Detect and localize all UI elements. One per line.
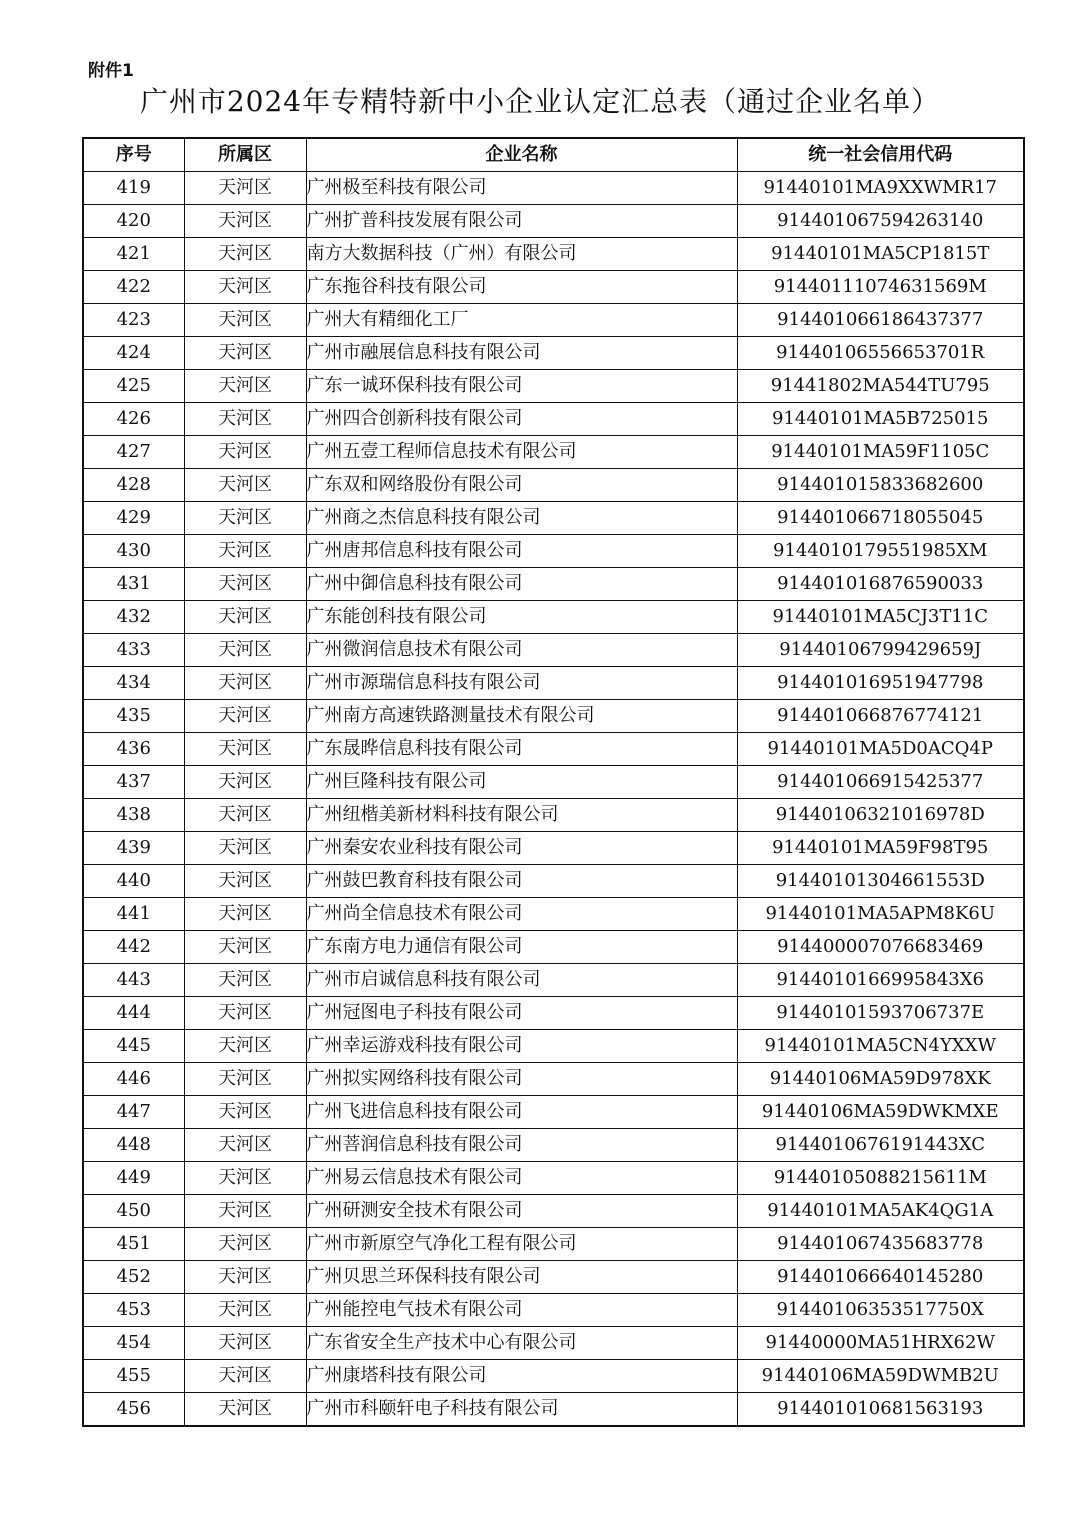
table-row [83, 1195, 1024, 1228]
credit-code-cell: 91440101MA9XXWMR17 [737, 172, 1024, 205]
table-row [83, 601, 1024, 634]
enterprise-table [82, 137, 1025, 1427]
table-header-row [83, 138, 1024, 172]
district-cell: 天河区 [184, 733, 306, 766]
credit-code-cell: 9144010179551985XM [737, 535, 1024, 568]
table-row [83, 997, 1024, 1030]
serial-cell: 432 [83, 601, 184, 634]
credit-code-cell: 91440105088215611M [737, 1162, 1024, 1195]
company-name-cell: 广州康塔科技有限公司 [306, 1360, 737, 1393]
company-name-cell: 广州秦安农业科技有限公司 [306, 832, 737, 865]
district-cell: 天河区 [184, 370, 306, 403]
table-row [83, 535, 1024, 568]
credit-code-cell: 91440106MA59DWKMXE [737, 1096, 1024, 1129]
serial-cell: 433 [83, 634, 184, 667]
company-name-cell: 广州中御信息科技有限公司 [306, 568, 737, 601]
credit-code-cell: 91440111074631569M [737, 271, 1024, 304]
company-name-cell: 广州市科颐轩电子科技有限公司 [306, 1393, 737, 1427]
table-row [83, 832, 1024, 865]
serial-cell: 438 [83, 799, 184, 832]
credit-code-cell: 914401066876774121 [737, 700, 1024, 733]
credit-code-cell: 91440101304661553D [737, 865, 1024, 898]
serial-cell: 430 [83, 535, 184, 568]
serial-cell: 446 [83, 1063, 184, 1096]
district-cell: 天河区 [184, 1063, 306, 1096]
column-header-serial: 序号 [83, 138, 184, 172]
company-name-cell: 南方大数据科技（广州）有限公司 [306, 238, 737, 271]
company-name-cell: 广州市新原空气净化工程有限公司 [306, 1228, 737, 1261]
company-name-cell: 广州菩润信息科技有限公司 [306, 1129, 737, 1162]
table-row [83, 733, 1024, 766]
company-name-cell: 广州巨隆科技有限公司 [306, 766, 737, 799]
credit-code-cell: 914401067594263140 [737, 205, 1024, 238]
table-row [83, 1393, 1024, 1427]
table-row [83, 271, 1024, 304]
credit-code-cell: 91441802MA544TU795 [737, 370, 1024, 403]
serial-cell: 449 [83, 1162, 184, 1195]
table-row [83, 1030, 1024, 1063]
district-cell: 天河区 [184, 436, 306, 469]
table-row [83, 1228, 1024, 1261]
company-name-cell: 广州冠图电子科技有限公司 [306, 997, 737, 1030]
company-name-cell: 广州市源瑞信息科技有限公司 [306, 667, 737, 700]
district-cell: 天河区 [184, 997, 306, 1030]
district-cell: 天河区 [184, 700, 306, 733]
table-row [83, 1327, 1024, 1360]
district-cell: 天河区 [184, 1129, 306, 1162]
serial-cell: 427 [83, 436, 184, 469]
district-cell: 天河区 [184, 634, 306, 667]
district-cell: 天河区 [184, 1360, 306, 1393]
table-row [83, 403, 1024, 436]
serial-cell: 448 [83, 1129, 184, 1162]
serial-cell: 421 [83, 238, 184, 271]
serial-cell: 452 [83, 1261, 184, 1294]
serial-cell: 429 [83, 502, 184, 535]
credit-code-cell: 91440101MA5CN4YXXW [737, 1030, 1024, 1063]
table-row [83, 931, 1024, 964]
table-row [83, 667, 1024, 700]
company-name-cell: 广州能控电气技术有限公司 [306, 1294, 737, 1327]
district-cell: 天河区 [184, 964, 306, 997]
district-cell: 天河区 [184, 205, 306, 238]
credit-code-cell: 91440106353517750X [737, 1294, 1024, 1327]
credit-code-cell: 91440101MA5D0ACQ4P [737, 733, 1024, 766]
table-row [83, 766, 1024, 799]
serial-cell: 425 [83, 370, 184, 403]
district-cell: 天河区 [184, 667, 306, 700]
table-row [83, 1063, 1024, 1096]
serial-cell: 447 [83, 1096, 184, 1129]
company-name-cell: 广东拖谷科技有限公司 [306, 271, 737, 304]
serial-cell: 455 [83, 1360, 184, 1393]
column-header-company-name: 企业名称 [306, 138, 737, 172]
company-name-cell: 广州大有精细化工厂 [306, 304, 737, 337]
serial-cell: 428 [83, 469, 184, 502]
serial-cell: 439 [83, 832, 184, 865]
company-name-cell: 广州纽楷美新材料科技有限公司 [306, 799, 737, 832]
serial-cell: 431 [83, 568, 184, 601]
table-row [83, 634, 1024, 667]
company-name-cell: 广东能创科技有限公司 [306, 601, 737, 634]
column-header-district: 所属区 [184, 138, 306, 172]
district-cell: 天河区 [184, 865, 306, 898]
serial-cell: 456 [83, 1393, 184, 1427]
credit-code-cell: 91440101MA5APM8K6U [737, 898, 1024, 931]
table-body [83, 172, 1024, 1427]
credit-code-cell: 9144010166995843X6 [737, 964, 1024, 997]
table-row [83, 898, 1024, 931]
district-cell: 天河区 [184, 469, 306, 502]
credit-code-cell: 914401066186437377 [737, 304, 1024, 337]
credit-code-cell: 91440101MA59F98T95 [737, 832, 1024, 865]
table-row [83, 205, 1024, 238]
table-row [83, 1162, 1024, 1195]
district-cell: 天河区 [184, 1195, 306, 1228]
district-cell: 天河区 [184, 502, 306, 535]
company-name-cell: 广州微润信息技术有限公司 [306, 634, 737, 667]
district-cell: 天河区 [184, 799, 306, 832]
company-name-cell: 广州唐邦信息科技有限公司 [306, 535, 737, 568]
company-name-cell: 广州商之杰信息科技有限公司 [306, 502, 737, 535]
district-cell: 天河区 [184, 832, 306, 865]
credit-code-cell: 91440106799429659J [737, 634, 1024, 667]
credit-code-cell: 91440106MA59DWMB2U [737, 1360, 1024, 1393]
district-cell: 天河区 [184, 568, 306, 601]
company-name-cell: 广州尚全信息技术有限公司 [306, 898, 737, 931]
serial-cell: 420 [83, 205, 184, 238]
table-row [83, 238, 1024, 271]
table-row [83, 469, 1024, 502]
company-name-cell: 广州五壹工程师信息技术有限公司 [306, 436, 737, 469]
company-name-cell: 广东省安全生产技术中心有限公司 [306, 1327, 737, 1360]
company-name-cell: 广州研测安全技术有限公司 [306, 1195, 737, 1228]
district-cell: 天河区 [184, 1327, 306, 1360]
district-cell: 天河区 [184, 337, 306, 370]
serial-cell: 434 [83, 667, 184, 700]
company-name-cell: 广州极至科技有限公司 [306, 172, 737, 205]
credit-code-cell: 914401016951947798 [737, 667, 1024, 700]
table-row [83, 436, 1024, 469]
serial-cell: 419 [83, 172, 184, 205]
serial-cell: 424 [83, 337, 184, 370]
serial-cell: 435 [83, 700, 184, 733]
company-name-cell: 广州市启诚信息科技有限公司 [306, 964, 737, 997]
company-name-cell: 广东一诚环保科技有限公司 [306, 370, 737, 403]
company-name-cell: 广东双和网络股份有限公司 [306, 469, 737, 502]
table-row [83, 1261, 1024, 1294]
serial-cell: 440 [83, 865, 184, 898]
district-cell: 天河区 [184, 238, 306, 271]
credit-code-cell: 91440101MA5AK4QG1A [737, 1195, 1024, 1228]
credit-code-cell: 91440106MA59D978XK [737, 1063, 1024, 1096]
district-cell: 天河区 [184, 271, 306, 304]
serial-cell: 437 [83, 766, 184, 799]
district-cell: 天河区 [184, 403, 306, 436]
credit-code-cell: 91440000MA51HRX62W [737, 1327, 1024, 1360]
district-cell: 天河区 [184, 601, 306, 634]
credit-code-cell: 914401066718055045 [737, 502, 1024, 535]
company-name-cell: 广东晟晔信息科技有限公司 [306, 733, 737, 766]
serial-cell: 453 [83, 1294, 184, 1327]
credit-code-cell: 91440106556653701R [737, 337, 1024, 370]
credit-code-cell: 91440101593706737E [737, 997, 1024, 1030]
table-row [83, 799, 1024, 832]
district-cell: 天河区 [184, 1294, 306, 1327]
serial-cell: 422 [83, 271, 184, 304]
table-row [83, 1360, 1024, 1393]
district-cell: 天河区 [184, 172, 306, 205]
company-name-cell: 广州市融展信息科技有限公司 [306, 337, 737, 370]
serial-cell: 426 [83, 403, 184, 436]
company-name-cell: 广州贝思兰环保科技有限公司 [306, 1261, 737, 1294]
serial-cell: 436 [83, 733, 184, 766]
table-row [83, 865, 1024, 898]
district-cell: 天河区 [184, 1162, 306, 1195]
table-row [83, 568, 1024, 601]
company-name-cell: 广州拟实网络科技有限公司 [306, 1063, 737, 1096]
serial-cell: 442 [83, 931, 184, 964]
serial-cell: 443 [83, 964, 184, 997]
credit-code-cell: 914401066915425377 [737, 766, 1024, 799]
district-cell: 天河区 [184, 1261, 306, 1294]
district-cell: 天河区 [184, 304, 306, 337]
table-row [83, 964, 1024, 997]
credit-code-cell: 91440101MA5CP1815T [737, 238, 1024, 271]
serial-cell: 423 [83, 304, 184, 337]
credit-code-cell: 914401015833682600 [737, 469, 1024, 502]
district-cell: 天河区 [184, 535, 306, 568]
credit-code-cell: 914400007076683469 [737, 931, 1024, 964]
serial-cell: 454 [83, 1327, 184, 1360]
table-row [83, 370, 1024, 403]
table-row [83, 304, 1024, 337]
district-cell: 天河区 [184, 766, 306, 799]
company-name-cell: 广东南方电力通信有限公司 [306, 931, 737, 964]
credit-code-cell: 914401067435683778 [737, 1228, 1024, 1261]
credit-code-cell: 914401066640145280 [737, 1261, 1024, 1294]
serial-cell: 444 [83, 997, 184, 1030]
company-name-cell: 广州扩普科技发展有限公司 [306, 205, 737, 238]
serial-cell: 451 [83, 1228, 184, 1261]
company-name-cell: 广州南方高速铁路测量技术有限公司 [306, 700, 737, 733]
district-cell: 天河区 [184, 1228, 306, 1261]
serial-cell: 445 [83, 1030, 184, 1063]
credit-code-cell: 91440101MA5B725015 [737, 403, 1024, 436]
attachment-label: 附件1 [88, 61, 134, 81]
serial-cell: 450 [83, 1195, 184, 1228]
credit-code-cell: 91440101MA5CJ3T11C [737, 601, 1024, 634]
district-cell: 天河区 [184, 1096, 306, 1129]
district-cell: 天河区 [184, 898, 306, 931]
district-cell: 天河区 [184, 931, 306, 964]
company-name-cell: 广州四合创新科技有限公司 [306, 403, 737, 436]
table-row [83, 700, 1024, 733]
credit-code-cell: 914401010681563193 [737, 1393, 1024, 1427]
credit-code-cell: 9144010676191443XC [737, 1129, 1024, 1162]
table-row [83, 502, 1024, 535]
table-row [83, 1129, 1024, 1162]
company-name-cell: 广州易云信息技术有限公司 [306, 1162, 737, 1195]
table-row [83, 1096, 1024, 1129]
table-row [83, 1294, 1024, 1327]
credit-code-cell: 91440106321016978D [737, 799, 1024, 832]
company-name-cell: 广州幸运游戏科技有限公司 [306, 1030, 737, 1063]
company-name-cell: 广州鼓巴教育科技有限公司 [306, 865, 737, 898]
column-header-credit-code: 统一社会信用代码 [737, 138, 1024, 172]
table-row [83, 172, 1024, 205]
credit-code-cell: 914401016876590033 [737, 568, 1024, 601]
district-cell: 天河区 [184, 1393, 306, 1427]
page-title: 广州市2024年专精特新中小企业认定汇总表（通过企业名单） [139, 85, 941, 118]
district-cell: 天河区 [184, 1030, 306, 1063]
serial-cell: 441 [83, 898, 184, 931]
company-name-cell: 广州飞进信息科技有限公司 [306, 1096, 737, 1129]
credit-code-cell: 91440101MA59F1105C [737, 436, 1024, 469]
table-row [83, 337, 1024, 370]
